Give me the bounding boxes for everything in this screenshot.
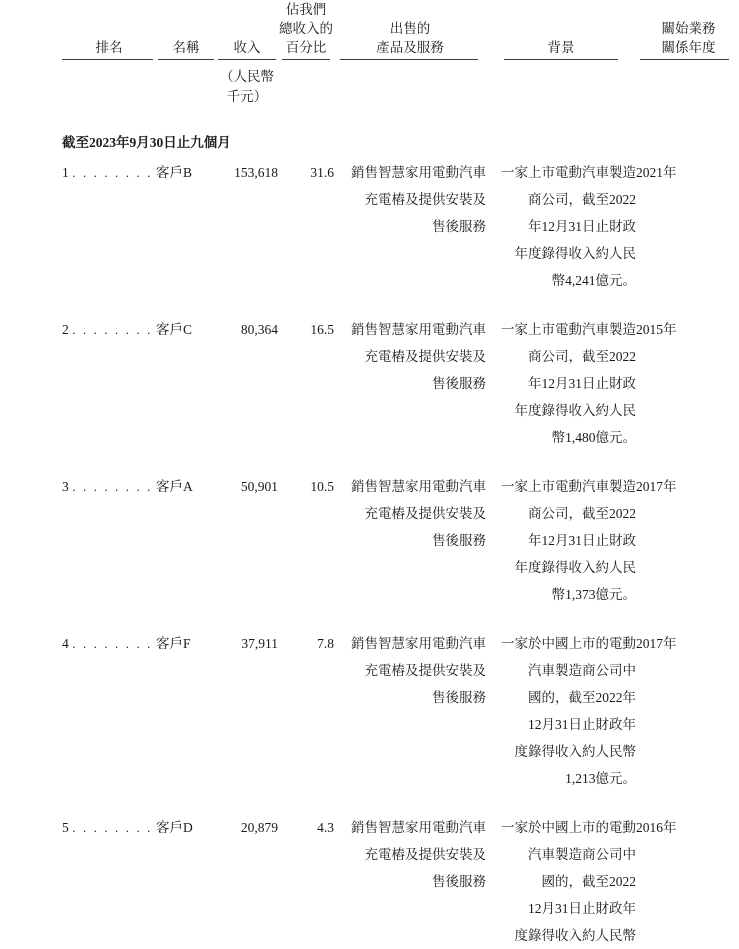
- rank-number: 1: [62, 165, 70, 180]
- background-line: 國的，截至2022: [541, 874, 636, 889]
- background-line: 年12月31日止財政: [528, 219, 636, 234]
- cell-background: [486, 814, 636, 949]
- revenue-unit-line2: 千元）: [226, 89, 268, 104]
- row-gap: [62, 294, 739, 316]
- cell-relationship-year: 2021年: [636, 165, 677, 180]
- cell-rank: [62, 630, 164, 792]
- background-line: 1,213億元。: [565, 771, 636, 786]
- rank-number: 2: [62, 322, 70, 337]
- section-title: 截至2023年9月30日止九個月: [62, 135, 231, 150]
- cell-rank: [62, 814, 164, 949]
- table-row: [62, 630, 739, 792]
- header-underline-percent: [282, 59, 330, 60]
- row-gap: [62, 608, 739, 630]
- row-gap-cell: [62, 294, 739, 316]
- cell-relationship-year: 2017年: [636, 479, 677, 494]
- product-line: 售後服務: [432, 219, 486, 234]
- background-line: 度錄得收入約人民幣: [514, 928, 636, 943]
- table-row: [62, 814, 739, 949]
- row-gap-cell: [62, 792, 739, 814]
- row-gap-cell: [62, 451, 739, 473]
- unit-spacer-percent: [278, 62, 334, 107]
- cell-customer-name: 客戶D: [156, 820, 193, 835]
- header-spacer-row: [62, 107, 739, 133]
- cell-customer-name: 客戶F: [156, 636, 191, 651]
- cell-revenue: 153,618: [234, 165, 278, 180]
- cell-customer-name: 客戶B: [156, 165, 193, 180]
- rank-dot-leader: . . . . . . . . .: [72, 165, 164, 180]
- cell-products: [334, 316, 486, 451]
- product-line: 充電樁及提供安裝及: [364, 192, 486, 207]
- product-line: 售後服務: [432, 533, 486, 548]
- unit-spacer-products: [334, 62, 486, 107]
- background-line: 汽車製造商公司中: [528, 847, 636, 862]
- cell-percent: 31.6: [310, 165, 334, 180]
- product-line: 售後服務: [432, 690, 486, 705]
- column-header-percent: [278, 0, 334, 62]
- table-row: [62, 473, 739, 608]
- cell-customer-name: 客戶C: [156, 322, 193, 337]
- table-row: [62, 159, 739, 294]
- background-line: 一家上市電動汽車製造: [501, 479, 636, 494]
- cell-percent: 10.5: [310, 479, 334, 494]
- rank-dot-leader: . . . . . . . . .: [72, 820, 164, 835]
- cell-percent: 7.8: [317, 636, 334, 651]
- table-header: [62, 0, 739, 159]
- cell-rank: [62, 473, 164, 608]
- column-header-revenue: [216, 0, 278, 62]
- rank-number: 4: [62, 636, 70, 651]
- background-line: 幣4,241億元。: [551, 273, 636, 288]
- product-line: 售後服務: [432, 376, 486, 391]
- background-line: 商公司，截至2022: [528, 506, 636, 521]
- column-header-year-line1: 關始業務: [661, 21, 716, 36]
- unit-spacer-rank: [62, 62, 156, 107]
- background-line: 一家於中國上市的電動: [501, 820, 636, 835]
- product-line: 銷售智慧家用電動汽車: [351, 479, 486, 494]
- header-underline-background: [504, 59, 618, 60]
- product-line: 銷售智慧家用電動汽車: [351, 636, 486, 651]
- background-line: 度錄得收入約人民幣: [514, 744, 636, 759]
- background-line: 12月31日止財政年: [528, 901, 636, 916]
- section-title-row: [62, 133, 739, 159]
- product-line: 充電樁及提供安裝及: [364, 663, 486, 678]
- revenue-unit-line1: （人民幣: [220, 69, 274, 84]
- background-line: 幣1,373億元。: [551, 587, 636, 602]
- table-body: [62, 159, 739, 949]
- column-header-products: [334, 0, 486, 62]
- background-line: 12月31日止財政年: [528, 717, 636, 732]
- header-underline-revenue: [218, 59, 276, 60]
- background-line: 國的，截至2022年: [528, 690, 636, 705]
- column-header-name-label: 名稱: [172, 40, 200, 55]
- unit-spacer-background: [486, 62, 636, 107]
- unit-spacer-name: [156, 62, 216, 107]
- cell-products: [334, 159, 486, 294]
- column-header-percent-line3: 百分比: [285, 40, 327, 55]
- background-line: 商公司，截至2022: [528, 349, 636, 364]
- revenue-unit-row: [62, 62, 739, 107]
- header-underline-rank: [62, 59, 153, 60]
- header-underline-year: [640, 59, 729, 60]
- row-gap: [62, 792, 739, 814]
- row-gap-cell: [62, 608, 739, 630]
- background-line: 幣1,480億元。: [551, 430, 636, 445]
- column-header-year-line2: 關係年度: [661, 40, 716, 55]
- column-header-products-line2: 產品及服務: [376, 40, 444, 55]
- product-line: 充電樁及提供安裝及: [364, 349, 486, 364]
- background-line: 商公司，截至2022: [528, 192, 636, 207]
- product-line: 銷售智慧家用電動汽車: [351, 820, 486, 835]
- background-line: 年度錄得收入約人民: [514, 246, 636, 261]
- table-row: [62, 316, 739, 451]
- background-line: 年12月31日止財政: [528, 533, 636, 548]
- column-header-year: [636, 0, 739, 62]
- column-header-background-label: 背景: [547, 40, 575, 55]
- header-row: [62, 0, 739, 62]
- product-line: 銷售智慧家用電動汽車: [351, 322, 486, 337]
- cell-rank: [62, 159, 164, 294]
- cell-relationship-year: 2016年: [636, 820, 677, 835]
- product-line: 充電樁及提供安裝及: [364, 506, 486, 521]
- cell-background: [486, 159, 636, 294]
- unit-spacer-year: [636, 62, 739, 107]
- rank-number: 3: [62, 479, 70, 494]
- column-header-revenue-label: 收入: [233, 40, 261, 55]
- product-line: 銷售智慧家用電動汽車: [351, 165, 486, 180]
- column-header-rank-label: 排名: [95, 40, 123, 55]
- column-header-percent-line1: 佔我們: [285, 2, 327, 17]
- background-line: 年12月31日止財政: [528, 376, 636, 391]
- cell-background: [486, 630, 636, 792]
- rank-number: 5: [62, 820, 70, 835]
- cell-background: [486, 473, 636, 608]
- column-header-products-line1: 出售的: [389, 21, 431, 36]
- product-line: 售後服務: [432, 874, 486, 889]
- product-line: 充電樁及提供安裝及: [364, 847, 486, 862]
- column-header-background: [486, 0, 636, 62]
- cell-relationship-year: 2017年: [636, 636, 677, 651]
- column-header-rank: [62, 0, 156, 62]
- cell-rank: [62, 316, 164, 451]
- cell-background: [486, 316, 636, 451]
- row-gap: [62, 451, 739, 473]
- cell-percent: 4.3: [317, 820, 334, 835]
- background-line: 一家於中國上市的電動: [501, 636, 636, 651]
- header-underline-products: [340, 59, 478, 60]
- header-spacer-cell: [62, 107, 739, 133]
- background-line: 一家上市電動汽車製造: [501, 165, 636, 180]
- cell-products: [334, 814, 486, 949]
- background-line: 年度錄得收入約人民: [514, 560, 636, 575]
- cell-revenue: 20,879: [240, 820, 278, 835]
- rank-dot-leader: . . . . . . . . .: [72, 636, 164, 651]
- cell-relationship-year: 2015年: [636, 322, 677, 337]
- rank-dot-leader: . . . . . . . . .: [72, 322, 164, 337]
- column-header-percent-line2: 總收入的: [279, 21, 333, 36]
- cell-revenue: 80,364: [240, 322, 278, 337]
- cell-revenue: 37,911: [241, 636, 278, 651]
- background-line: 汽車製造商公司中: [528, 663, 636, 678]
- cell-customer-name: 客戶A: [156, 479, 193, 494]
- cell-revenue: 50,901: [240, 479, 278, 494]
- cell-products: [334, 630, 486, 792]
- cell-percent: 16.5: [310, 322, 334, 337]
- revenue-unit-cell: [216, 62, 278, 107]
- major-customers-table: [62, 0, 739, 949]
- cell-products: [334, 473, 486, 608]
- background-line: 一家上市電動汽車製造: [501, 322, 636, 337]
- background-line: 年度錄得收入約人民: [514, 403, 636, 418]
- rank-dot-leader: . . . . . . . . .: [72, 479, 164, 494]
- column-header-name: [156, 0, 216, 62]
- header-underline-name: [158, 59, 214, 60]
